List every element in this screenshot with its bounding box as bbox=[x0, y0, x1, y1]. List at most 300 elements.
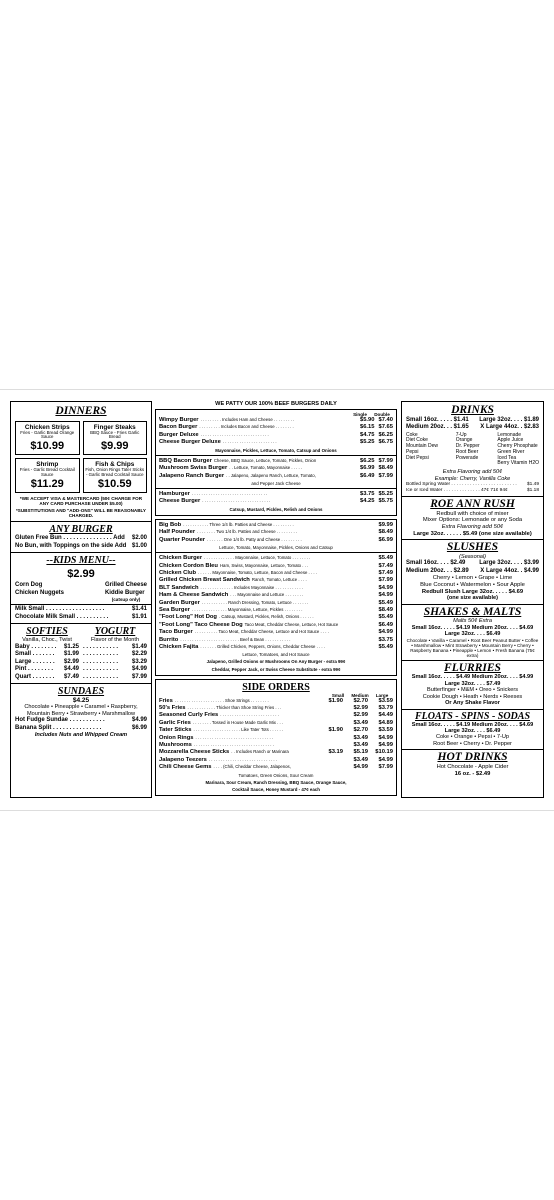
sundaes-price: $4.25 bbox=[72, 697, 90, 705]
price-large: $3.79 bbox=[378, 705, 393, 711]
drink-flavor: Orange bbox=[455, 437, 473, 444]
yogurt-row: . . . . . . . . . . . $4.99 bbox=[83, 666, 147, 673]
row-label: Milk Small . . . . . . . . . . . . . . . . . . bbox=[15, 606, 105, 613]
flurries-size: Small 16oz. . . . . $4.49 Medium 20oz. . . . $4.99 bbox=[411, 674, 534, 681]
item-desc: . . . . . . . . . . . . . . . . . . . . . . . . . . . . . . . . . bbox=[195, 734, 274, 740]
item-name: Wimpy Burger bbox=[159, 417, 199, 423]
side-row bbox=[159, 727, 393, 734]
price-single: $4.25 bbox=[359, 498, 375, 505]
item-name: Jalapeno Teezers bbox=[159, 756, 207, 763]
burger-row bbox=[159, 498, 393, 505]
price-single: $6.25 bbox=[359, 457, 375, 464]
side-row bbox=[159, 735, 393, 742]
slush-flavors: Blue Coconut • Watermelon • Sour Apple bbox=[420, 581, 525, 588]
drink-flavor: Mountain Dew bbox=[406, 443, 438, 450]
row-price: $6.99 bbox=[131, 724, 147, 731]
row-price: $7.99 bbox=[131, 673, 147, 680]
item-name: Ham & Cheese Sandwich bbox=[159, 592, 229, 599]
softies-row bbox=[15, 651, 79, 659]
slushes-sub: (Seasonal) bbox=[458, 553, 487, 560]
addon-note: Cheddar, Pepper Jack, or Swiss Cheese Substitute - extra 99¢ bbox=[211, 666, 341, 672]
item-desc: . . . . . . . . . . . . . . . . . . . . . . . bbox=[222, 439, 277, 445]
price-single: $6.15 bbox=[359, 424, 375, 431]
roe-ann-line: Redbull with choice of mixer bbox=[436, 510, 509, 517]
price-large: $4.99 bbox=[378, 742, 393, 749]
flurries-title: FLURRIES bbox=[444, 661, 501, 674]
row-price: $1.18 bbox=[526, 487, 539, 493]
yogurt-title: YOGURT bbox=[94, 626, 136, 638]
price-medium: $4.99 bbox=[353, 764, 368, 771]
row-label: Gluten Free Bun . . . . . . . . . . . . . . . Add bbox=[15, 535, 125, 542]
flurries-size: Large 32oz. . . . $7.49 bbox=[444, 680, 501, 687]
drink-flavor: 7-Up bbox=[455, 431, 467, 438]
size-price: X Large 44oz. . $4.99 bbox=[480, 567, 539, 574]
size-price: Large 32oz. . . . $1.89 bbox=[479, 416, 539, 423]
any-burger-title: ANY BURGER bbox=[49, 524, 113, 536]
softies-block bbox=[15, 626, 79, 681]
yogurt-row: . . . . . . . . . . . $7.99 bbox=[83, 673, 147, 680]
flavoring-example: Example: Cherry, Vanilla Coke bbox=[434, 475, 511, 482]
milk-row bbox=[15, 606, 147, 614]
row-price: $4.49 bbox=[63, 666, 79, 673]
side-row bbox=[159, 757, 393, 764]
softies-row bbox=[15, 659, 79, 667]
burger-row bbox=[159, 432, 393, 439]
side-orders-section bbox=[155, 679, 397, 796]
item-name: Chicken Fajita bbox=[159, 644, 199, 650]
dinner-price: $9.99 bbox=[100, 440, 129, 453]
price-single: $6.99 bbox=[359, 465, 375, 472]
drink-flavor: Iced Tea bbox=[497, 454, 517, 461]
milk-row bbox=[15, 614, 147, 622]
drink-flavor: Pepsi bbox=[406, 448, 419, 455]
dinner-name: Shrimp bbox=[36, 461, 59, 469]
price-double: $8.49 bbox=[378, 465, 393, 472]
drink-flavor: Coke bbox=[406, 431, 418, 438]
item-price: $7.49 bbox=[378, 569, 393, 576]
burger-row bbox=[159, 424, 393, 431]
big-row bbox=[159, 537, 393, 544]
price-small bbox=[318, 764, 343, 771]
softies-sub: Vanilla, Choc., Twist bbox=[22, 637, 72, 644]
drink-flavor: Dr. Pepper bbox=[455, 443, 480, 450]
item-name: Cheese Burger bbox=[159, 498, 201, 505]
dinner-desc: Fish, Onion Rings Tater Sticks - Garlic Bread Cocktail Sauce bbox=[85, 467, 145, 478]
drink-flavor: Root Beer bbox=[455, 448, 479, 455]
price-double: $7.40 bbox=[378, 417, 393, 423]
price-double: $7.99 bbox=[378, 472, 393, 479]
row-label: Bottled Spring Water . . . . . . . . . . . . . . . . . . . . . . . . . bbox=[406, 481, 517, 487]
item-desc: . . . . . . . . . . . . . . . Mayonnaise, Lettuce, Pickles . . . . . . . . bbox=[191, 606, 303, 612]
addon-note: Jalapeno, Grilled Onions or Mushrooms On Any Burger - extra 99¢ bbox=[206, 659, 346, 665]
drink-flavor: Green River bbox=[497, 448, 525, 455]
softies-row bbox=[15, 644, 79, 652]
sandwich-row bbox=[159, 637, 393, 644]
row-price: $1.00 bbox=[131, 542, 147, 549]
price-medium: $3.49 bbox=[353, 719, 368, 726]
burger-group-note: Catsup, Mustard, Pickles, Relish and Onions bbox=[229, 506, 323, 512]
row-label: Banana Split . . . . . . . . . . . . . . . bbox=[15, 724, 102, 731]
dinner-name: Finger Steaks bbox=[93, 423, 136, 431]
sandwich-row bbox=[159, 563, 393, 570]
item-name: Garden Burger bbox=[159, 599, 200, 606]
item-desc: . . . . . . . . Two 1/4 lb. Patties and Cheese . . . . . . . . . bbox=[197, 529, 298, 535]
dinner-desc: Fries - Garlic Bread Cocktail Sauce bbox=[19, 467, 75, 478]
price-medium: $2.70 bbox=[353, 697, 368, 704]
right-column bbox=[401, 401, 544, 798]
row-price: $3.29 bbox=[131, 658, 147, 665]
drink-flavor: Lemonade bbox=[497, 431, 522, 438]
row-price: $2.00 bbox=[131, 535, 147, 542]
burger-row bbox=[159, 491, 393, 498]
col-medium: Medium bbox=[351, 692, 369, 698]
item-desc: . . . . . . . . . . . . . . . . . . . . . . . . . . . . . bbox=[200, 431, 269, 437]
roe-ann-line: Large 32oz. . . . . . $5.49 (one size available) bbox=[413, 530, 532, 537]
item-name: Mushroom Swiss Burger bbox=[159, 465, 228, 472]
item-desc: . . Lettuce, Tomato, Mayonnaise . . . . . bbox=[229, 465, 303, 471]
item-desc: . . . . . . . . . . . . . . . . . . . . . . . . . . . . . . . . bbox=[191, 490, 268, 496]
big-row bbox=[159, 529, 393, 536]
price-small: $1.90 bbox=[328, 727, 343, 734]
price-large: $7.99 bbox=[378, 764, 393, 771]
drinks-size-row bbox=[406, 424, 539, 432]
sundaes-title: SUNDAES bbox=[57, 686, 105, 698]
dinner-name: Chicken Strips bbox=[24, 423, 70, 431]
row-price: $7.49 bbox=[63, 673, 79, 680]
drink-flavor: Berry Vitamin H2O bbox=[497, 460, 539, 467]
price-large: $4.99 bbox=[378, 756, 393, 763]
item-desc: . . Includes Ranch or Marinara bbox=[231, 749, 289, 755]
item-desc: . . . . . . . . . . . . . . . . . . . . . . . . . bbox=[220, 712, 279, 718]
menu-sheet bbox=[0, 389, 554, 811]
item-name: Burger Deluxe bbox=[159, 431, 199, 438]
sundae-row bbox=[15, 725, 147, 733]
kids-item: Grilled Cheese bbox=[104, 582, 147, 589]
sandwich-row bbox=[159, 607, 393, 614]
item-desc: . . . . . . . . . Includes Ham and Cheese . . . . . . . . . bbox=[200, 417, 295, 422]
item-desc: . . . . . . . . . . . Three 1/4 lb. Patties and Cheese . . . . . . . . . bbox=[183, 521, 294, 527]
floats-size: Large 32oz. . . . $6.49 bbox=[444, 727, 501, 734]
row-label: Pint . . . . . . . . bbox=[15, 666, 54, 673]
item-price: $5.49 bbox=[378, 599, 393, 606]
burger-row bbox=[159, 458, 393, 465]
left-column bbox=[10, 401, 152, 798]
item-name: Jalapeno Ranch Burger bbox=[159, 472, 225, 479]
floats-flavors: Coke • Orange • Pepsi • 7-Up bbox=[435, 734, 510, 741]
size-price: X Large 44oz. . $2.83 bbox=[480, 424, 539, 431]
item-name: Chicken Burger bbox=[159, 555, 203, 562]
sandwich-row bbox=[159, 614, 393, 621]
item-price: $6.49 bbox=[378, 621, 393, 628]
item-name: BBQ Bacon Burger bbox=[159, 457, 212, 464]
price-double: $6.75 bbox=[378, 439, 393, 446]
price-small: $1.90 bbox=[328, 697, 343, 704]
row-price: $2.29 bbox=[131, 651, 147, 658]
slush-size-row bbox=[406, 568, 539, 576]
side-row bbox=[159, 712, 393, 719]
item-name: Quarter Pounder bbox=[159, 536, 206, 543]
row-label: Baby . . . . . . . . bbox=[15, 643, 57, 650]
item-desc: . . . . . . . . . . . . . . Includes Mayonnaise . . . . . . . . . . . . bbox=[200, 584, 303, 590]
item-name: Chicken Cordon Bleu bbox=[159, 562, 218, 569]
price-small bbox=[318, 742, 343, 749]
item-desc: . . . . . . . . . . . . . . . . . . . . . Shoe Strings . . . . . . . . bbox=[174, 697, 269, 703]
item-desc: . . . . . . . One 1/4 lb. Patty and Cheese . . . . . . . . . bbox=[207, 536, 302, 542]
price-small bbox=[318, 705, 343, 712]
dinner-price: $10.59 bbox=[97, 478, 132, 491]
item-desc: . . . . . . . . . . . . . . . . . . . . . . . . . . . . . . . . . . bbox=[193, 742, 274, 748]
yogurt-row: . . . . . . . . . . . $3.29 bbox=[83, 658, 147, 665]
price-single: $4.75 bbox=[359, 431, 375, 438]
flurries-flavors: Butterfinger • M&M • Oreo • Snickers bbox=[426, 687, 519, 694]
item-desc: . . . . . . . . . Includes Bacon and Cheese . . . . . . . . bbox=[199, 424, 294, 430]
any-burger-row bbox=[15, 535, 147, 543]
row-price: $1.99 bbox=[63, 651, 79, 658]
kids-price: $2.99 bbox=[67, 568, 95, 581]
price-large: $3.59 bbox=[378, 697, 393, 704]
flavoring-note: Extra Flavoring add 50¢ bbox=[442, 469, 503, 476]
price-large: $10.19 bbox=[375, 749, 393, 756]
row-label: Large . . . . . . . bbox=[15, 658, 55, 665]
item-name: Taco Burger bbox=[159, 629, 193, 636]
softies-row bbox=[15, 674, 79, 682]
row-label: Small . . . . . . . bbox=[15, 651, 55, 658]
price-medium: $3.49 bbox=[353, 734, 368, 741]
fajita-note: Lettuce, Tomatoes, and Hot Sauce bbox=[242, 652, 310, 658]
dinner-item bbox=[83, 458, 148, 493]
side-row bbox=[159, 749, 393, 756]
drinks-size-row bbox=[406, 417, 539, 425]
item-desc: Cheese, BBQ Sauce, Lettuce, Tomato, Pickles, Onion bbox=[213, 457, 317, 463]
side-row bbox=[159, 705, 393, 712]
item-name: Burrito bbox=[159, 636, 179, 643]
drinks-title: DRINKS bbox=[451, 404, 494, 416]
item-name: Bacon Burger bbox=[159, 424, 198, 431]
price-medium: $2.99 bbox=[353, 712, 368, 719]
slush-note: (one size available) bbox=[447, 595, 498, 602]
size-price: Medium 20oz. . . $1.65 bbox=[406, 424, 469, 431]
kids-item: Chicken Nuggets bbox=[15, 589, 65, 596]
item-price: $7.99 bbox=[378, 577, 393, 584]
row-price: $1.91 bbox=[131, 613, 147, 620]
item-name: Onion Rings bbox=[159, 734, 194, 741]
drink-flavor: Powerade bbox=[455, 454, 479, 461]
sauces-note: Marinara, Sour Cream, Ranch Dressing, BBQ Sauce, Orange Sauce, bbox=[205, 779, 347, 785]
dinner-price: $10.99 bbox=[30, 440, 65, 453]
dinner-price: $11.29 bbox=[30, 478, 64, 491]
item-price: $9.99 bbox=[378, 521, 393, 528]
kids-item: Corn Dog bbox=[15, 582, 43, 589]
sandwich-row bbox=[159, 622, 393, 629]
size-price: Large 32oz. . . . $3.99 bbox=[479, 560, 539, 567]
item-desc: . . . . . . . . . . . Ranch Dressing, Tomato, Lettuce . . . . . . . bbox=[201, 599, 309, 605]
item-name: Sea Burger bbox=[159, 606, 190, 613]
price-small bbox=[318, 757, 343, 764]
burger-row bbox=[159, 473, 393, 480]
item-price: $5.49 bbox=[378, 555, 393, 562]
burger-group-note: and Pepper Jack Cheese bbox=[251, 480, 301, 486]
row-price: $4.99 bbox=[131, 666, 147, 673]
dinner-desc: BBQ Sauce - Fries Garlic Bread bbox=[90, 429, 140, 440]
sandwich-row bbox=[159, 644, 393, 651]
top-note: WE PATTY OUR 100% BEEF BURGERS DAILY bbox=[215, 401, 337, 407]
yogurt-row: . . . . . . . . . . . $2.29 bbox=[83, 651, 147, 658]
item-price: $4.99 bbox=[378, 584, 393, 591]
price-double: $6.25 bbox=[378, 431, 393, 438]
shakes-size: Small 16oz. . . . . $4.19 Medium 20oz. . . . $4.69 bbox=[411, 624, 534, 631]
price-small bbox=[318, 712, 343, 719]
roe-ann-line: Mixer Options: Lemonade or any Soda bbox=[422, 517, 523, 524]
price-single: $5.25 bbox=[359, 439, 375, 446]
dinner-item bbox=[83, 421, 148, 456]
item-name: Fries bbox=[159, 697, 173, 704]
slush-size-row bbox=[406, 560, 539, 568]
price-medium: $3.49 bbox=[353, 742, 368, 749]
item-name: Big Bob bbox=[159, 521, 182, 528]
substitution-note: *SUBSTITUTIONS AND "ADD-ONS" WILL BE REASONABLY CHARGED. bbox=[15, 508, 146, 519]
kids-item: Kiddie Burger bbox=[104, 589, 145, 596]
row-price: $1.25 bbox=[63, 643, 79, 650]
softies-yogurt bbox=[15, 626, 147, 681]
row-label: Ice or Iced Water . . . . . . . . . . . . . . 47¢ 71¢ 94¢ bbox=[406, 487, 508, 493]
sundae-row bbox=[15, 717, 147, 725]
row-label: No Bun, with Toppings on the side Add bbox=[15, 542, 127, 549]
price-double: $5.25 bbox=[378, 490, 393, 497]
gems-note: Tomatoes, Green Onions, Sour Cream bbox=[238, 772, 314, 778]
item-desc: . . . . . . . . . . . . Thicker than Shoe String Fries . . . bbox=[187, 705, 282, 710]
sandwich-row bbox=[159, 585, 393, 592]
item-desc: . . . . . . . . Tossed in House Made Garlic Mix . . . bbox=[192, 719, 284, 725]
side-row bbox=[159, 720, 393, 727]
shakes-flavors: Chocolate • Vanilla • Caramel • Root Beer Peanut Butter • Coffee • Marshmallow • Mint Strawberry • Mountain Berry • Cherry • Raspberry Banana • Pineapple • Lemon • Fresh Banana (75¢ extra) bbox=[406, 637, 539, 658]
item-price: $4.99 bbox=[378, 592, 393, 599]
shakes-sub: Malts 50¢ Extra bbox=[453, 618, 492, 625]
item-name: Tater Sticks bbox=[159, 727, 192, 734]
item-desc: . . . . . . . . . . . . . Mayonnaise, Lettuce, Tomato . . . . . . . . bbox=[204, 555, 311, 561]
flurries-flavors: Cookie Dough • Heath • Nerds • Reeses bbox=[422, 693, 523, 700]
col-single: Single bbox=[353, 412, 367, 417]
dinners-title: DINNERS bbox=[55, 405, 107, 417]
price-small: $3.19 bbox=[328, 749, 343, 756]
item-name: Half Pounder bbox=[159, 529, 196, 536]
dinner-name: Fish & Chips bbox=[95, 461, 135, 469]
drink-flavor: Cherry Phosphate bbox=[497, 443, 538, 450]
col-small: Small bbox=[331, 692, 345, 698]
kids-note: (catsup only) bbox=[111, 597, 141, 603]
price-single: $5.90 bbox=[359, 417, 375, 423]
dinner-desc: Fries - Garlic Bread Orange Sauce bbox=[20, 429, 75, 440]
price-small bbox=[318, 720, 343, 727]
row-price: $4.99 bbox=[131, 717, 147, 724]
side-orders-title: SIDE ORDERS bbox=[242, 681, 310, 693]
roe-ann-title: ROE ANN RUSH bbox=[430, 497, 515, 510]
sandwich-row bbox=[159, 577, 393, 584]
item-desc: . . . . (Chili, Cheddar Cheese, Jalapenos, bbox=[213, 764, 291, 770]
burger-row bbox=[159, 465, 393, 472]
item-name: Cheese Burger Deluxe bbox=[159, 439, 221, 446]
drink-flavor: Apple Juice bbox=[497, 437, 524, 444]
sundaes-flavors: Chocolate • Pineapple • Caramel • Raspberry, Mountain Berry • Strawberry • Marshmallow bbox=[24, 704, 138, 717]
item-price: $5.49 bbox=[378, 644, 393, 650]
item-name: Mushrooms bbox=[159, 742, 192, 749]
price-small bbox=[318, 735, 343, 742]
item-name: 50's Fries bbox=[159, 705, 186, 711]
price-double: $7.99 bbox=[378, 457, 393, 464]
sundaes-note: Includes Nuts and Whipped Cream bbox=[34, 732, 128, 739]
price-double: $5.75 bbox=[378, 498, 393, 505]
yogurt-sub: Flavor of the Month bbox=[90, 637, 140, 644]
row-label: Hot Fudge Sundae . . . . . . . . . . . bbox=[15, 717, 105, 724]
redbull-slush: Redbull Slush Large 32oz. . . . . $4.69 bbox=[421, 588, 524, 595]
item-name: Grilled Chicken Breast Sandwich bbox=[159, 577, 250, 584]
row-price: $1.49 bbox=[131, 643, 147, 650]
middle-column bbox=[155, 401, 397, 798]
kids-items bbox=[15, 582, 147, 602]
item-price: $8.49 bbox=[378, 606, 393, 613]
price-large: $3.59 bbox=[378, 727, 393, 734]
item-desc: . . . . . . . . . . . . . . . . . . . . . . . . . Beef & Bean . . . . . . . . . . . bbox=[180, 636, 291, 642]
big-row bbox=[159, 522, 393, 529]
floats-size: Small 16oz. . . . . $4.19 Medium 20oz. . . . $4.69 bbox=[411, 721, 534, 728]
yogurt-row: . . . . . . . . . . . $1.49 bbox=[83, 643, 147, 650]
price-medium: $2.70 bbox=[353, 727, 368, 734]
yogurt-block bbox=[83, 626, 147, 681]
softies-title: SOFTIES bbox=[26, 626, 68, 638]
water-row bbox=[406, 488, 539, 494]
item-price: $8.49 bbox=[378, 529, 393, 536]
side-row bbox=[159, 698, 393, 705]
sandwich-row bbox=[159, 629, 393, 636]
burger-row bbox=[159, 439, 393, 446]
hot-drinks-line: Hot Chocolate - Apple Cider bbox=[436, 763, 509, 770]
drink-flavor: Diet Pepsi bbox=[406, 454, 429, 461]
dinner-item bbox=[15, 421, 80, 456]
flurries-flavors: Or Any Shake Flavor bbox=[445, 700, 500, 707]
dinner-item bbox=[15, 458, 80, 493]
burger-group-note: Mayonnaise, Pickles, Lettuce, Tomato, Catsup and Onions bbox=[215, 447, 337, 453]
slush-flavors: Cherry • Lemon • Grape • Lime bbox=[432, 575, 513, 582]
hot-drinks-line: 16 oz. - $2.49 bbox=[454, 770, 491, 777]
sauces-note: Cocktail Sauce, Honey Mustard - 47¢ each bbox=[232, 786, 320, 792]
any-burger-row bbox=[15, 543, 147, 551]
slushes-title: SLUSHES bbox=[446, 541, 499, 554]
item-name: Hamburger bbox=[159, 490, 190, 497]
row-label: Chocolate Milk Small . . . . . . . . . . bbox=[15, 613, 109, 620]
item-price: $6.99 bbox=[378, 536, 393, 543]
item-price: $5.49 bbox=[378, 614, 393, 621]
item-desc: . . Jalapeno, Jalapeno Ranch, Lettuce, Tomato, bbox=[226, 472, 316, 478]
row-price: $1.49 bbox=[526, 481, 539, 487]
item-price: $3.75 bbox=[378, 636, 393, 643]
card-note: *WE ACCEPT VISA & MASTERCARD (50¢ CHARGE FOR ANY CARD PURCHASE UNDER $5.00) bbox=[19, 496, 143, 507]
sandwich-row bbox=[159, 600, 393, 607]
item-desc: . . . . . . Mayonnaise, Tomato, Lettuce, Bacon and Cheese . . . . bbox=[198, 569, 317, 575]
col-double: Double bbox=[374, 412, 390, 417]
sandwich-row bbox=[159, 592, 393, 599]
softies-row bbox=[15, 666, 79, 674]
size-price: Medium 20oz. . . $2.89 bbox=[406, 567, 469, 574]
big-note: Lettuce, Tomato, Mayonnaise, Pickles, Onions and Catsup bbox=[219, 545, 333, 551]
item-desc: . . . . . . . . . . . . . . . . . . . . . . . . . . . . . bbox=[208, 756, 277, 762]
item-desc: . . . Mayonnaise and Lettuce . . . . . . . . bbox=[230, 592, 304, 598]
item-name: Seasoned Curly Fries bbox=[159, 712, 219, 719]
sandwiches-section bbox=[155, 519, 397, 676]
item-desc: . Catsup, Mustard, Pickles, Relish, Onions . . . . . . bbox=[218, 614, 314, 620]
price-double: $7.65 bbox=[378, 424, 393, 431]
row-price: $2.99 bbox=[63, 658, 79, 665]
roe-ann-line: Extra Flavoring add 50¢ bbox=[441, 523, 504, 530]
item-name: "Foot Long" Hot Dog bbox=[159, 614, 217, 621]
